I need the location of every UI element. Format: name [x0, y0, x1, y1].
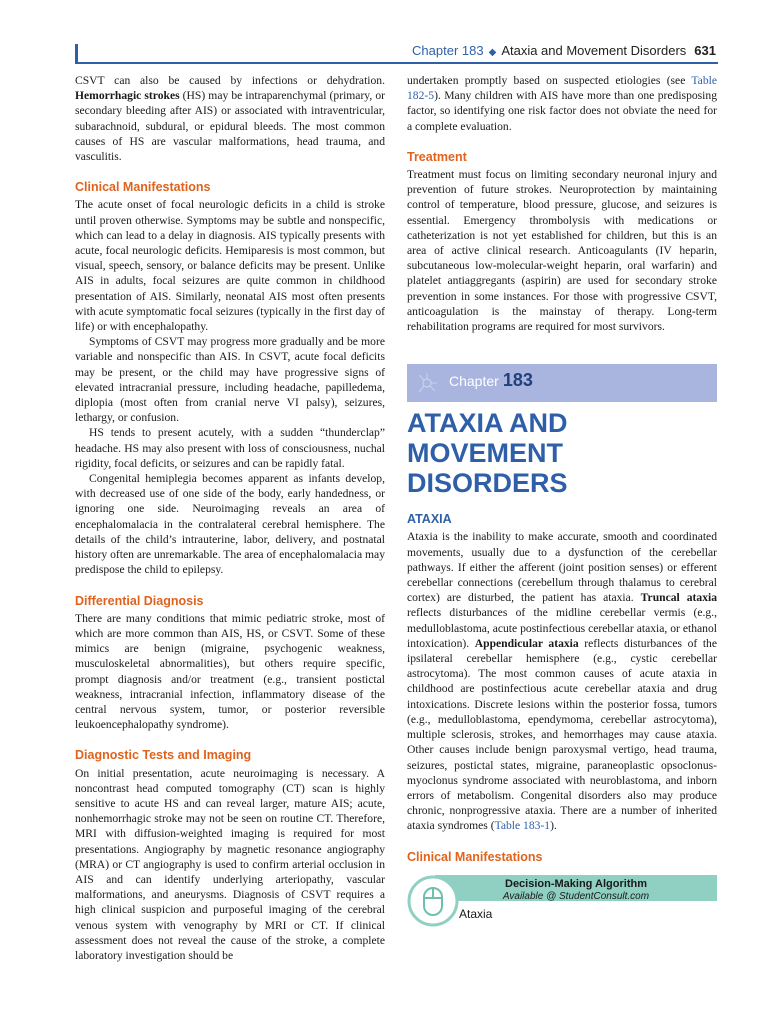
- text: ). Many children with AIS have more than one predisposing factor, so identifying one risk factor does not obviate the need for a complete evaluation.: [407, 89, 717, 133]
- header-chapter: Chapter 183: [412, 43, 484, 58]
- section-heading-diagnostic: Diagnostic Tests and Imaging: [75, 748, 252, 763]
- bold-term: Hemorrhagic strokes: [75, 89, 180, 103]
- chapter-title: [407, 408, 717, 498]
- header-title: Ataxia and Movement Disorders: [501, 43, 687, 58]
- chapter-band: [407, 364, 717, 402]
- paragraph: The acute onset of focal neurologic deficits in a child is stroke until proven otherwise. Symptoms may be subtle and nonspecific, which can lead to a delay in diagnosis. AIS typically presents with acute, focal neurologic deficits. Hemiparesis is most common, but visual, speech, sensory, or balance deficits may be present. Unlike AIS in adults, focal seizures are quite common in childhood presentation of AIS. Similarly, neonatal AIS most often presents with acute symptomatic focal seizures (typically in the first day of life) or with encephalopathy.: [75, 198, 385, 334]
- paragraph: HS tends to present acutely, with a sudden “thunderclap” headache. HS may also present with loss of consciousness, nuchal rigidity, focal deficits, or seizures and can be rapidly fatal.: [75, 426, 385, 470]
- section-heading-differential: Differential Diagnosis: [75, 593, 204, 608]
- text: CSVT can also be caused by infections or dehydration.: [75, 74, 385, 87]
- paragraph: On initial presentation, acute neuroimaging is necessary. A noncontrast head computed tomography (CT) scan is highly sensitive to acute HS and can reveal larger, mature AIS; acute, nonhemorrhagic stroke may not be seen on routine CT. Therefore, MRI with diffusion-weighted imaging is required for most presentations. Angiography by magnetic resonance angiography (MRA) or CT angiography is used to confirm arterial occlusion in AIS and can identify underlying arteriopathy, vascular malformations, and aneurysms. Diagnosis of CSVT requires a high clinical suspicion and purposeful imaging of the cerebral venous system with venography by MRI or CT. If clinical assessment does not reveal the cause of the stroke, a complete laboratory investigation should be: [75, 766, 385, 962]
- chapter-title-line: ATAXIA AND: [407, 408, 568, 439]
- text: reflects disturbances of the ipsilateral cerebellar hemisphere (e.g., cystic cerebellar astrocytoma). The most common causes of acute ataxia in childhood are postinfectious acute cerebellar ataxia and drug intoxications. Discrete lesions within the posterior fossa, tumors (e.g., medulloblastoma, ependymoma, cerebellar astrocytoma), multiple sclerosis, strokes, and hemorrhages may cause ataxia. Other causes include benign paroxysmal vertigo, head trauma, seizures, postictal states, migraine, paraneoplastic opsoclonus-myoclonus syndrome associated with neuroblastoma, and inborn errors of metabolism. Congenital disorders also may produce chronic, nonprogressive ataxia. There are a number of inherited ataxia syndromes (: [407, 636, 717, 833]
- decision-algorithm-box[interactable]: [407, 875, 717, 930]
- paragraph: There are many conditions that mimic pediatric stroke, most of which are more common than AIS, HS, or CSVT. Some of these mimics are benign (migraine, psychogenic weakness, musculoskeletal abnormalities), but others require specific, prompt diagnosis and/or treatment (e.g., transient postictal weakness, intracranial infection, inflammatory disease of the central nervous system, tumor, or posterior reversible leukoencephalopathy syndrome).: [75, 611, 385, 732]
- section-heading-clinical-2: Clinical Manifestations: [407, 849, 543, 864]
- paragraph: Treatment must focus on limiting secondary neuronal injury and prevention of future strokes. Neuroprotection by maintaining control of temperature, blood pressure, glucose, and seizures is essential. Emergency thrombolysis with medications or catheterization is not yet established for children, but this is an area of active clinical research. Anticoagulants (IV heparin, subcutaneous low-molecular-weight heparin, oral warfarin) and platelet antiaggregants (aspirin) are used for secondary stroke prevention in some instances. For those with progressive CSVT, anticoagulation is the mainstay of therapy. Long-term rehabilitation programs are required for most survivors.: [407, 168, 717, 334]
- section-heading-ataxia: ATAXIA: [407, 512, 452, 527]
- text: Ataxia is the inability to make accurate, smooth and coordinated movements, usually due to a dysfunction of the cerebellar pathways. If either the afferent (joint position senses) or efferent cerebellar connections (cerebellum through thalamus to cerebral cortex) are disturbed, the patient has ataxia.: [407, 530, 717, 605]
- algorithm-title: Decision-Making Algorithm: [505, 877, 647, 890]
- header-rule: [75, 62, 718, 64]
- text: undertaken promptly based on suspected etiologies (see: [407, 74, 692, 87]
- paragraph: [407, 73, 717, 134]
- algorithm-topic: Ataxia: [459, 906, 493, 921]
- running-header: [412, 43, 716, 58]
- text: ).: [550, 819, 557, 833]
- neuron-icon: [415, 371, 439, 395]
- left-column: [75, 73, 385, 963]
- chapter-title-line: MOVEMENT: [407, 438, 564, 469]
- table-link[interactable]: Table 182-5: [407, 74, 717, 103]
- table-link[interactable]: Table 183-1: [494, 819, 551, 833]
- text: (HS) may be intraparenchymal (primary, or secondary bleeding after AIS) or associated with intraventricular, subarachnoid, subdural, or epidural bleeds. The most common causes of HS are vascular malformations, head trauma, and vasculitis.: [75, 89, 385, 164]
- page-number: 631: [694, 43, 716, 58]
- section-heading-clinical: Clinical Manifestations: [75, 180, 211, 195]
- diamond-icon: ◆: [488, 47, 497, 58]
- chapter-number: 183: [502, 370, 533, 391]
- algorithm-banner: [435, 875, 717, 901]
- bold-term: Appendicular ataxia: [474, 636, 579, 650]
- chapter-label: [449, 370, 533, 391]
- text: reflects disturbances of the midline cerebellar vermis (e.g., medulloblastoma, acute postinfectious cerebellar ataxia, or ethanol intoxication).: [407, 606, 717, 650]
- mouse-icon: [407, 875, 459, 927]
- chapter-label-text: Chapter: [449, 373, 499, 390]
- header-accent-bar: [75, 44, 78, 64]
- paragraph: [407, 529, 717, 833]
- algorithm-availability: Available @ StudentConsult.com: [502, 890, 650, 902]
- chapter-title-line: DISORDERS: [407, 468, 568, 499]
- section-heading-treatment: Treatment: [407, 149, 467, 164]
- right-column: [407, 73, 717, 930]
- paragraph: Symptoms of CSVT may progress more gradually and be more variable and nonspecific than AIS. In CSVT, acute focal deficits may be present, or the child may have progressive signs of elevated intracranial pressure, including headache, papilledema, diplopia (most often from cranial nerve VI palsy), seizures, lethargy, or confusion.: [75, 335, 385, 425]
- paragraph: Congenital hemiplegia becomes apparent as infants develop, with decreased use of one side of the body, early handedness, or ignoring one side. Neuroimaging reveals an area of encephalomalacia in the contralateral cerebral hemisphere. The details of the child’s intrauterine, labor, delivery, and postnatal history often are unremarkable. The area of encephalomalacia may predispose the child to epilepsy.: [75, 472, 385, 577]
- paragraph: [75, 73, 385, 164]
- bold-term: Truncal ataxia: [640, 591, 718, 605]
